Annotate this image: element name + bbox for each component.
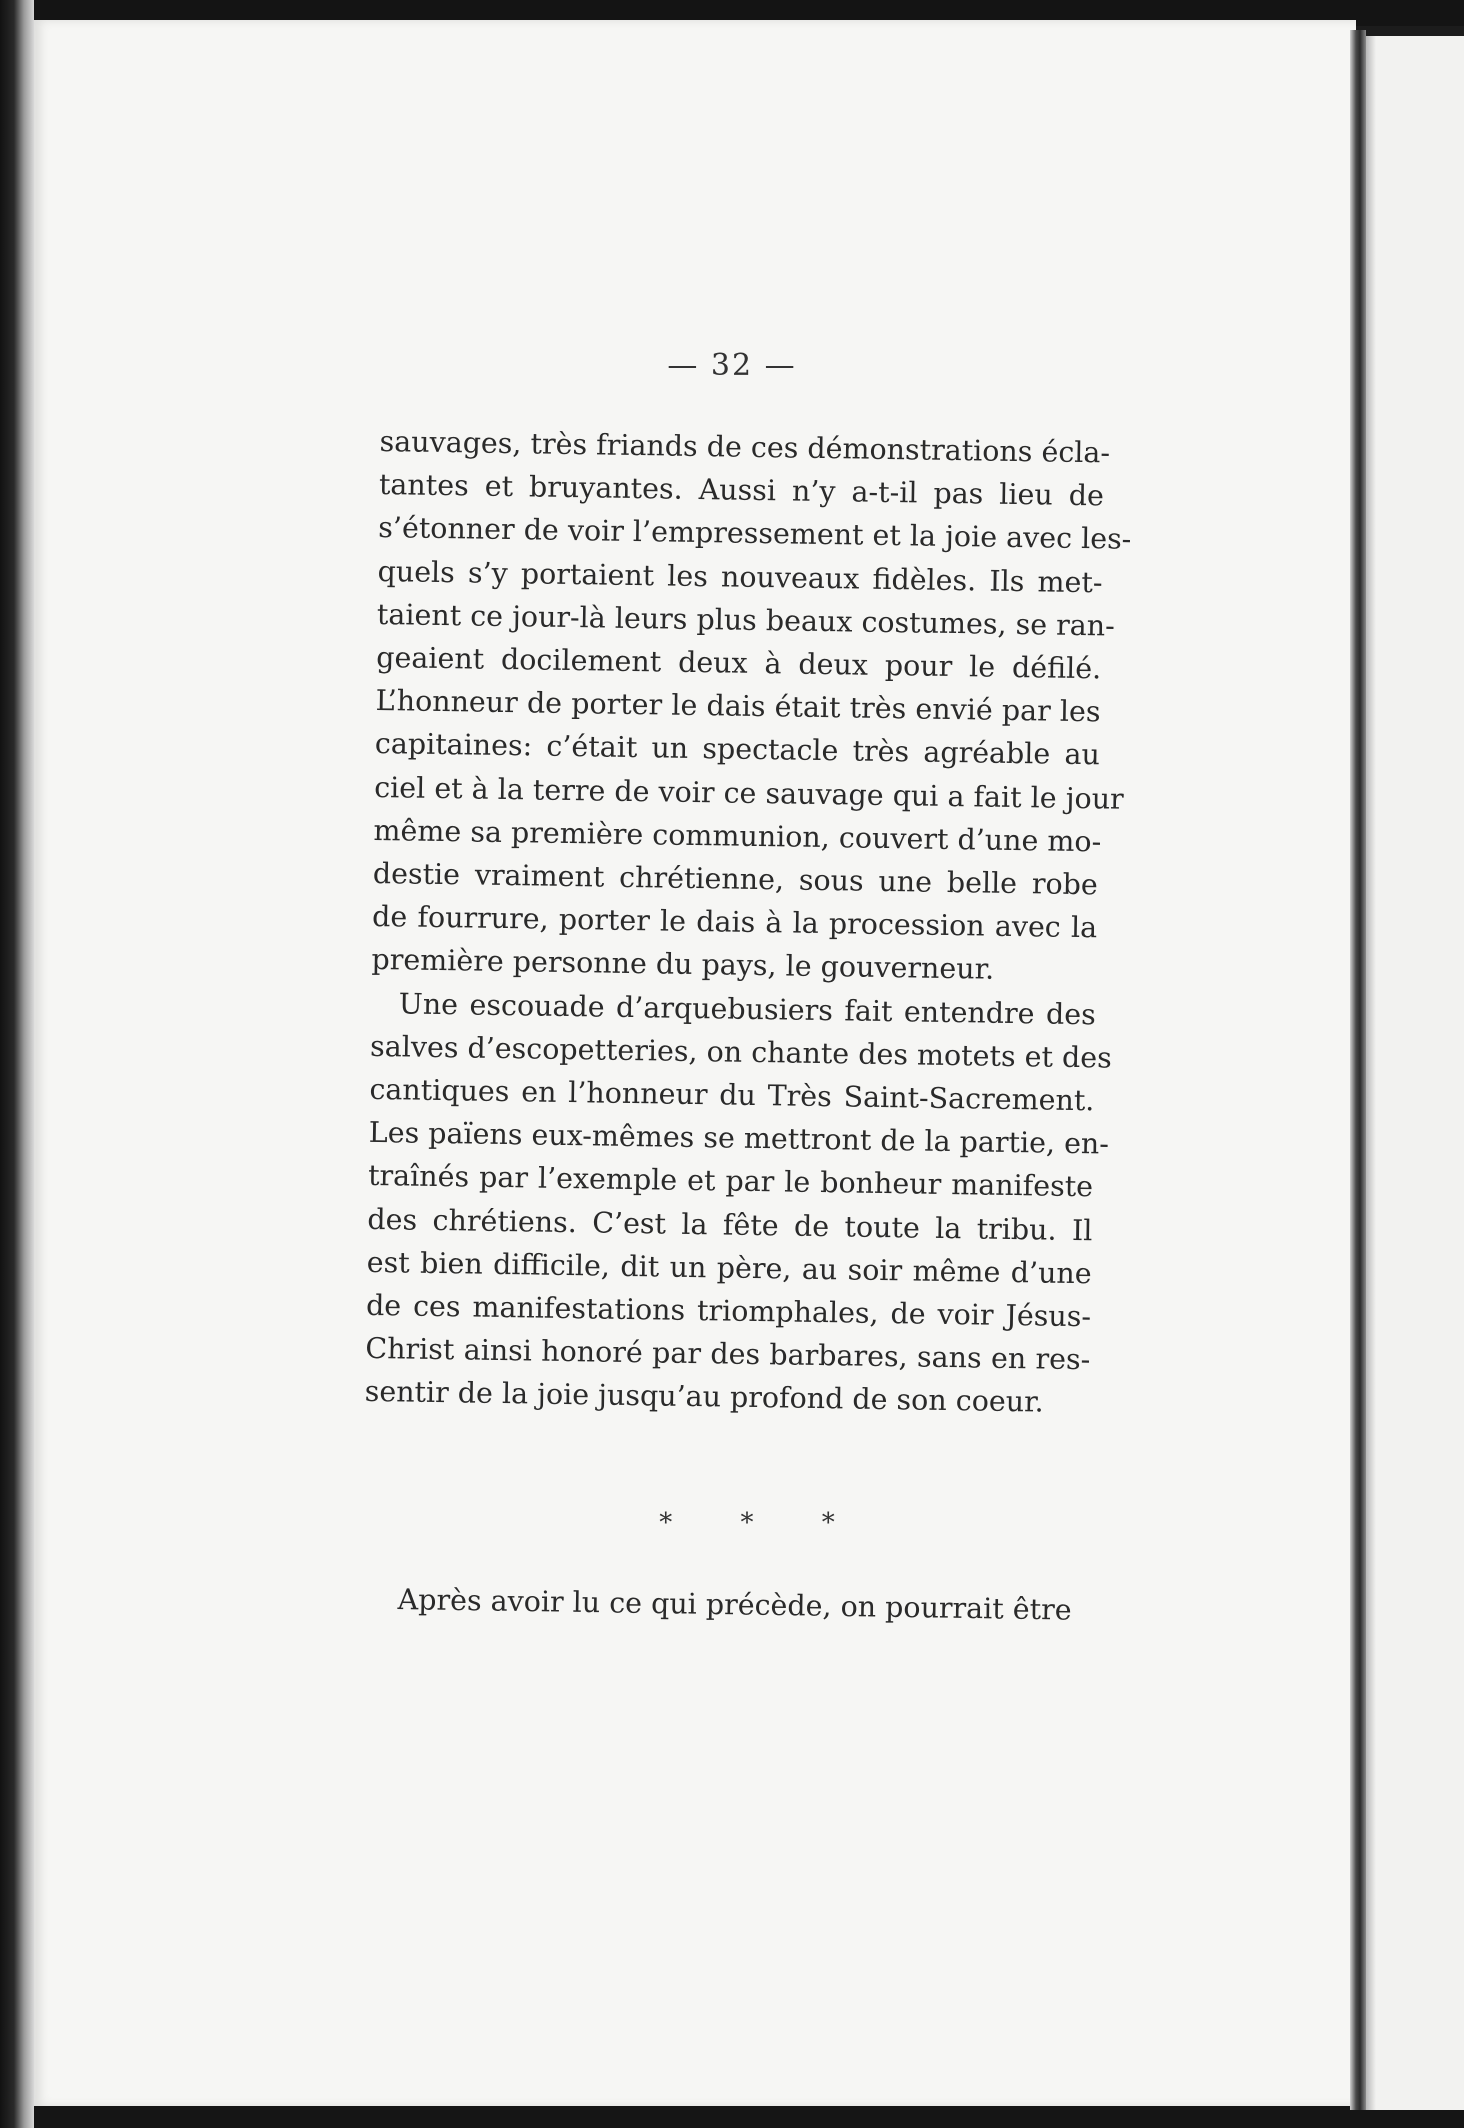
text-line: destie vraiment chrétienne, sous une belle robe	[372, 856, 1099, 902]
text-line: première personne du pays, le gouverneur.	[371, 943, 995, 987]
page-number: — 32 —	[667, 348, 797, 383]
text-line: cantiques en l’honneur du Très Saint-Sacrement.	[369, 1072, 1095, 1118]
text-line: de fourrure, porter le dais à la procession avec la	[371, 900, 1098, 945]
text-line: sauvages, très friands de ces démonstrations écla-	[379, 424, 1111, 470]
text-line: est bien difficile, dit un père, au soir même d’une	[366, 1245, 1092, 1291]
text-line: des chrétiens. C’est la fête de toute la tribu. Il	[367, 1202, 1093, 1247]
text-line: taient ce jour-là leurs plus beaux costumes, se ran-	[376, 597, 1116, 643]
paragraph-1	[371, 420, 1132, 993]
final-text-line: Après avoir lu ce qui précède, on pourrait être	[397, 1582, 1072, 1627]
text-line: ciel et à la terre de voir ce sauvage qui a fait le jour	[373, 770, 1124, 816]
book-binding	[1350, 30, 1366, 2110]
section-separator: * * *	[659, 1508, 865, 1538]
text-line: traînés par l’exemple et par le bonheur manifeste	[367, 1159, 1094, 1204]
text-line: Une escouade d’arquebusiers fait entendre des	[398, 987, 1097, 1031]
text-line: s’étonner de voir l’empressement et la joie avec les-	[378, 511, 1132, 557]
text-line: tantes et bruyantes. Aussi n’y a-t-il pas lieu de	[378, 468, 1105, 513]
text-line: de ces manifestations triomphales, de voir Jésus-	[365, 1288, 1092, 1334]
text-line: Les païens eux-mêmes se mettront de la partie, en-	[368, 1116, 1110, 1161]
text-line: capitaines: c’était un spectacle très agréable au	[374, 727, 1101, 772]
text-line: quels s’y portaient les nouveaux fidèles. Ils met-	[377, 554, 1103, 599]
paragraph-2	[364, 982, 1113, 1425]
text-line: geaient docilement deux à deux pour le défilé.	[376, 640, 1102, 686]
body-text	[364, 420, 1132, 1425]
text-line: salves d’escopetteries, on chante des motets et des	[369, 1029, 1113, 1075]
text-line: même sa première communion, couvert d’une mo-	[373, 813, 1102, 859]
text-line: L’honneur de porter le dais était très envié par les	[375, 684, 1101, 729]
page-left-edge	[0, 0, 34, 2128]
text-line: Christ ainsi honoré par des barbares, sans en res-	[365, 1332, 1091, 1377]
text-line: sentir de la joie jusqu’au profond de son coeur.	[364, 1375, 1044, 1420]
